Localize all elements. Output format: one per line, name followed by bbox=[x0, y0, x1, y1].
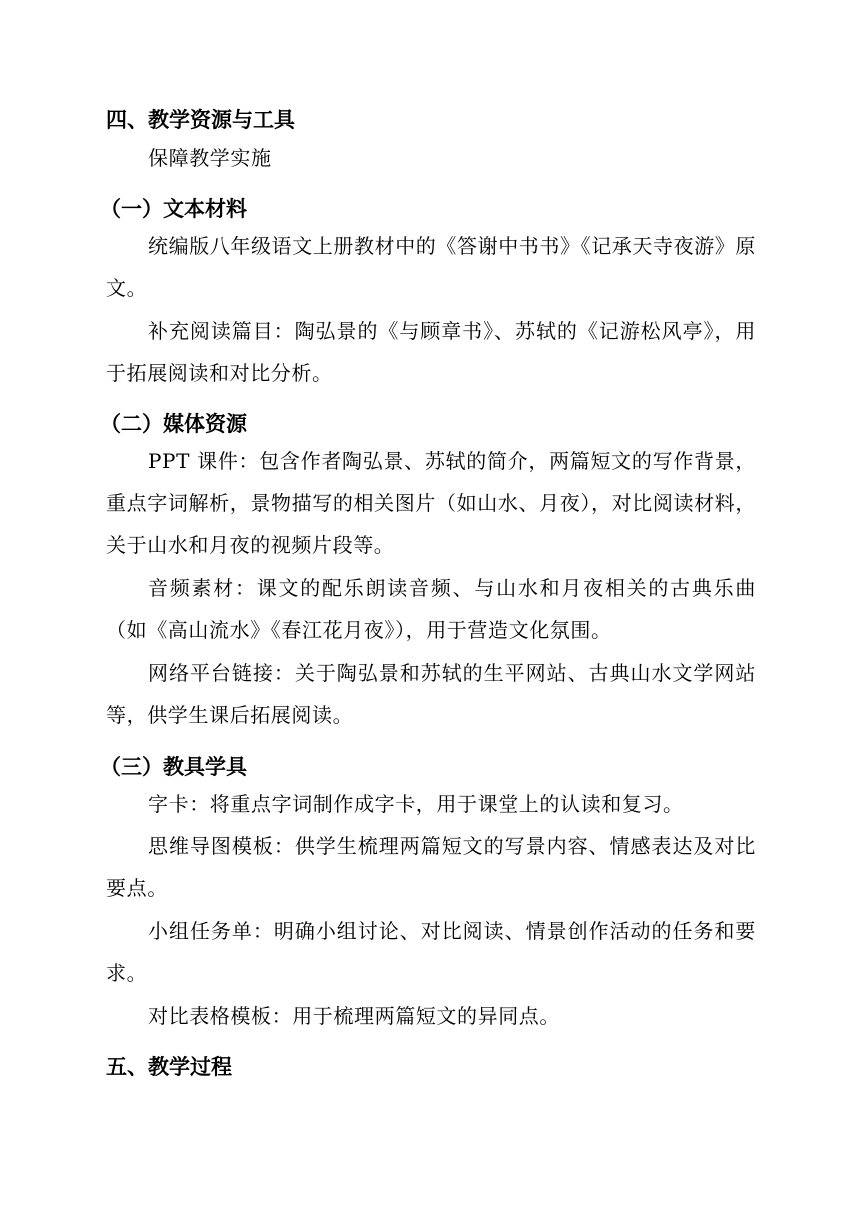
subsection-heading-text-materials: （一）文本材料 bbox=[100, 197, 247, 221]
paragraph-textbook: 统编版八年级语文上册教材中的《答谢中书书》《记承天寺夜游》原文。 bbox=[106, 234, 756, 300]
paragraph-web-links: 网络平台链接：关于陶弘景和苏轼的生平网站、古典山水文学网站等，供学生课后拓展阅读。 bbox=[106, 661, 756, 727]
subsection-heading-media-resources: （二）媒体资源 bbox=[100, 412, 247, 436]
paragraph-comparison-table: 对比表格模板：用于梳理两篇短文的异同点。 bbox=[148, 1004, 560, 1028]
paragraph-task-sheet: 小组任务单：明确小组讨论、对比阅读、情景创作活动的任务和要求。 bbox=[106, 919, 756, 985]
subsection-heading-teaching-aids: （三）教具学具 bbox=[100, 755, 247, 779]
paragraph-audio: 音频素材：课文的配乐朗读音频、与山水和月夜相关的古典乐曲（如《高山流水》《春江花月夜》），用于营造文化氛围。 bbox=[106, 576, 756, 642]
paragraph-ppt: PPT 课件：包含作者陶弘景、苏轼的简介，两篇短文的写作背景，重点字词解析，景物描写的相关图片（如山水、月夜），对比阅读材料，关于山水和月夜的视频片段等。 bbox=[106, 449, 756, 557]
paragraph-word-cards: 字卡：将重点字词制作成字卡，用于课堂上的认读和复习。 bbox=[148, 792, 684, 816]
paragraph-mind-map: 思维导图模板：供学生梳理两篇短文的写景内容、情感表达及对比要点。 bbox=[106, 834, 756, 900]
section-heading-teaching-resources: 四、教学资源与工具 bbox=[106, 108, 295, 132]
paragraph-supplementary-reading: 补充阅读篇目：陶弘景的《与顾章书》、苏轼的《记游松风亭》，用于拓展阅读和对比分析。 bbox=[106, 319, 756, 385]
section-heading-teaching-process: 五、教学过程 bbox=[106, 1055, 232, 1079]
section-intro: 保障教学实施 bbox=[148, 146, 272, 170]
